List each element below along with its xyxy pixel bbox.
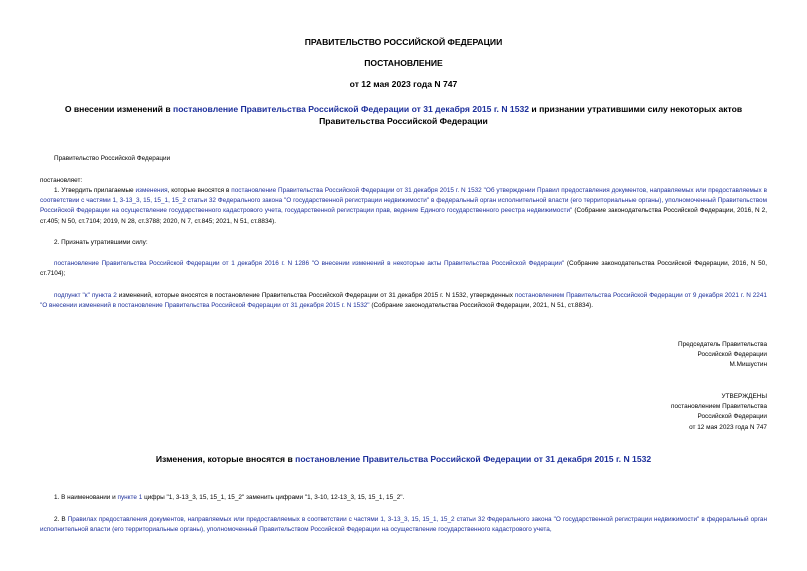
paragraph-3 (40, 259, 767, 279)
approval-line-4: от 12 мая 2023 года N 747 (689, 423, 767, 431)
p3-link-decree-1286[interactable]: постановление Правительства Российской Федерации от 1 декабря 2016 г. N 1286 "О внесении изменений в некоторые акты Правительства Российской Федерации" (54, 260, 565, 267)
change-item-1 (54, 493, 404, 503)
p4-link-decree-2241[interactable]: постановлением Правительства Российской Федерации от 9 декабря 2021 г. N 2241 "О внесении изменений в постановление Правительства Российской Федерации от 31 декабря 2015 г. N 1532" (40, 292, 767, 310)
approval-heading: УТВЕРЖДЕНЫ (721, 393, 767, 400)
p1-link-decree-1532[interactable]: постановление Правительства Российской Федерации от 31 декабря 2015 г. N 1532 "Об утверждении Правил предоставления документов, направляемых или предоставляемых в соответствии с частями 1, 3-13_3, 15, 15_1, 15_2 статьи 32 Федерального закона "О государственной регистрации недвижимости" в федеральный орган исполнительной власти (его территориальные органы), уполномоченный Правительством Российской Федерации на осуществление государственного кадастрового учета, государственной регистрации прав, ведение Единого государственного реестра недвижимости" (40, 187, 767, 215)
signature-country: Российской Федерации (697, 351, 767, 359)
preamble: Правительство Российской Федерации (54, 155, 171, 162)
approval-line-2: постановлением Правительства (671, 403, 767, 411)
document-date-number: от 12 мая 2023 года N 747 (349, 79, 458, 89)
c1-link-point-1[interactable]: пункте 1 (117, 494, 143, 501)
approval-line-3: Российской Федерации (697, 413, 767, 421)
approval-block (567, 392, 767, 433)
c1-text-b: цифры "1, 3-13_3, 15, 15_1, 15_2" заменить цифрами "1, 3-10, 12-13_3, 15, 15_1, 15_2". (142, 494, 405, 501)
signature-name: М.Мишустин (729, 361, 767, 369)
c1-text-a: 1. В наименовании и (54, 494, 118, 501)
document-type: ПОСТАНОВЛЕНИЕ (364, 58, 443, 68)
paragraph-1 (40, 186, 767, 227)
document-title (40, 103, 767, 127)
p4-text-a: изменений, которые вносятся в постановление Правительства Российской Федерации от 31 декабря 2015 г. N 1532, утвержденных (116, 292, 515, 299)
government-header: ПРАВИТЕЛЬСТВО РОССИЙСКОЙ ФЕДЕРАЦИИ (304, 37, 503, 47)
decides-word: постановляет: (40, 177, 83, 184)
p3-text-tail: (Собрание законодательства Российской Федерации, 2016, N 50, ст.7104); (40, 260, 767, 278)
title-suffix: и признании утратившими силу некоторых актов Правительства Российской Федерации (319, 104, 743, 126)
paragraph-4 (40, 291, 767, 311)
changes-title (40, 453, 767, 465)
p4-text-tail: (Собрание законодательства Российской Федерации, 2021, N 51, ст.8834). (369, 302, 594, 310)
changes-title-link[interactable]: постановление Правительства Российской Федерации от 31 декабря 2015 г. N 1532 (295, 454, 652, 464)
p1-text-a: 1. Утвердить прилагаемые (54, 187, 136, 194)
title-link[interactable]: постановление Правительства Российской Федерации от 31 декабря 2015 г. N 1532 (173, 104, 530, 114)
changes-title-prefix: Изменения, которые вносятся в (155, 454, 296, 464)
p1-text-b: , которые вносятся в (167, 187, 232, 194)
p4-link-subpoint[interactable]: подпункт "к" пункта 2 (54, 292, 117, 299)
p1-text-c: (Собрание законодательства Российской Федерации, 2016, N 2, ст.405; N 50, ст.7104; 2019, N 28, ст.3788; 2020, N 7, ст.845; 2021, N 51, ст.8834). (40, 207, 767, 225)
paragraph-2: 2. Признать утратившими силу: (54, 239, 148, 246)
signature-position: Председатель Правительства (678, 341, 767, 348)
signature-block (567, 340, 767, 371)
p1-link-changes[interactable]: изменения (135, 187, 168, 194)
change-item-2 (40, 515, 767, 535)
c2-text-a: 2. В (54, 516, 68, 523)
title-prefix: О внесении изменений в (64, 104, 174, 114)
c2-link-rules[interactable]: Правилах предоставления документов, направляемых или предоставляемых в соответствии с частями 1, 3-13_3, 15, 15_1, 15_2 статьи 32 Федерального закона "О государственной регистрации недвижимости" в федеральный орган исполнительной власти (его территориальные органы), уполномоченный Правительством Российской Федерации на осуществление государственного кадастрового учета, (40, 516, 767, 534)
